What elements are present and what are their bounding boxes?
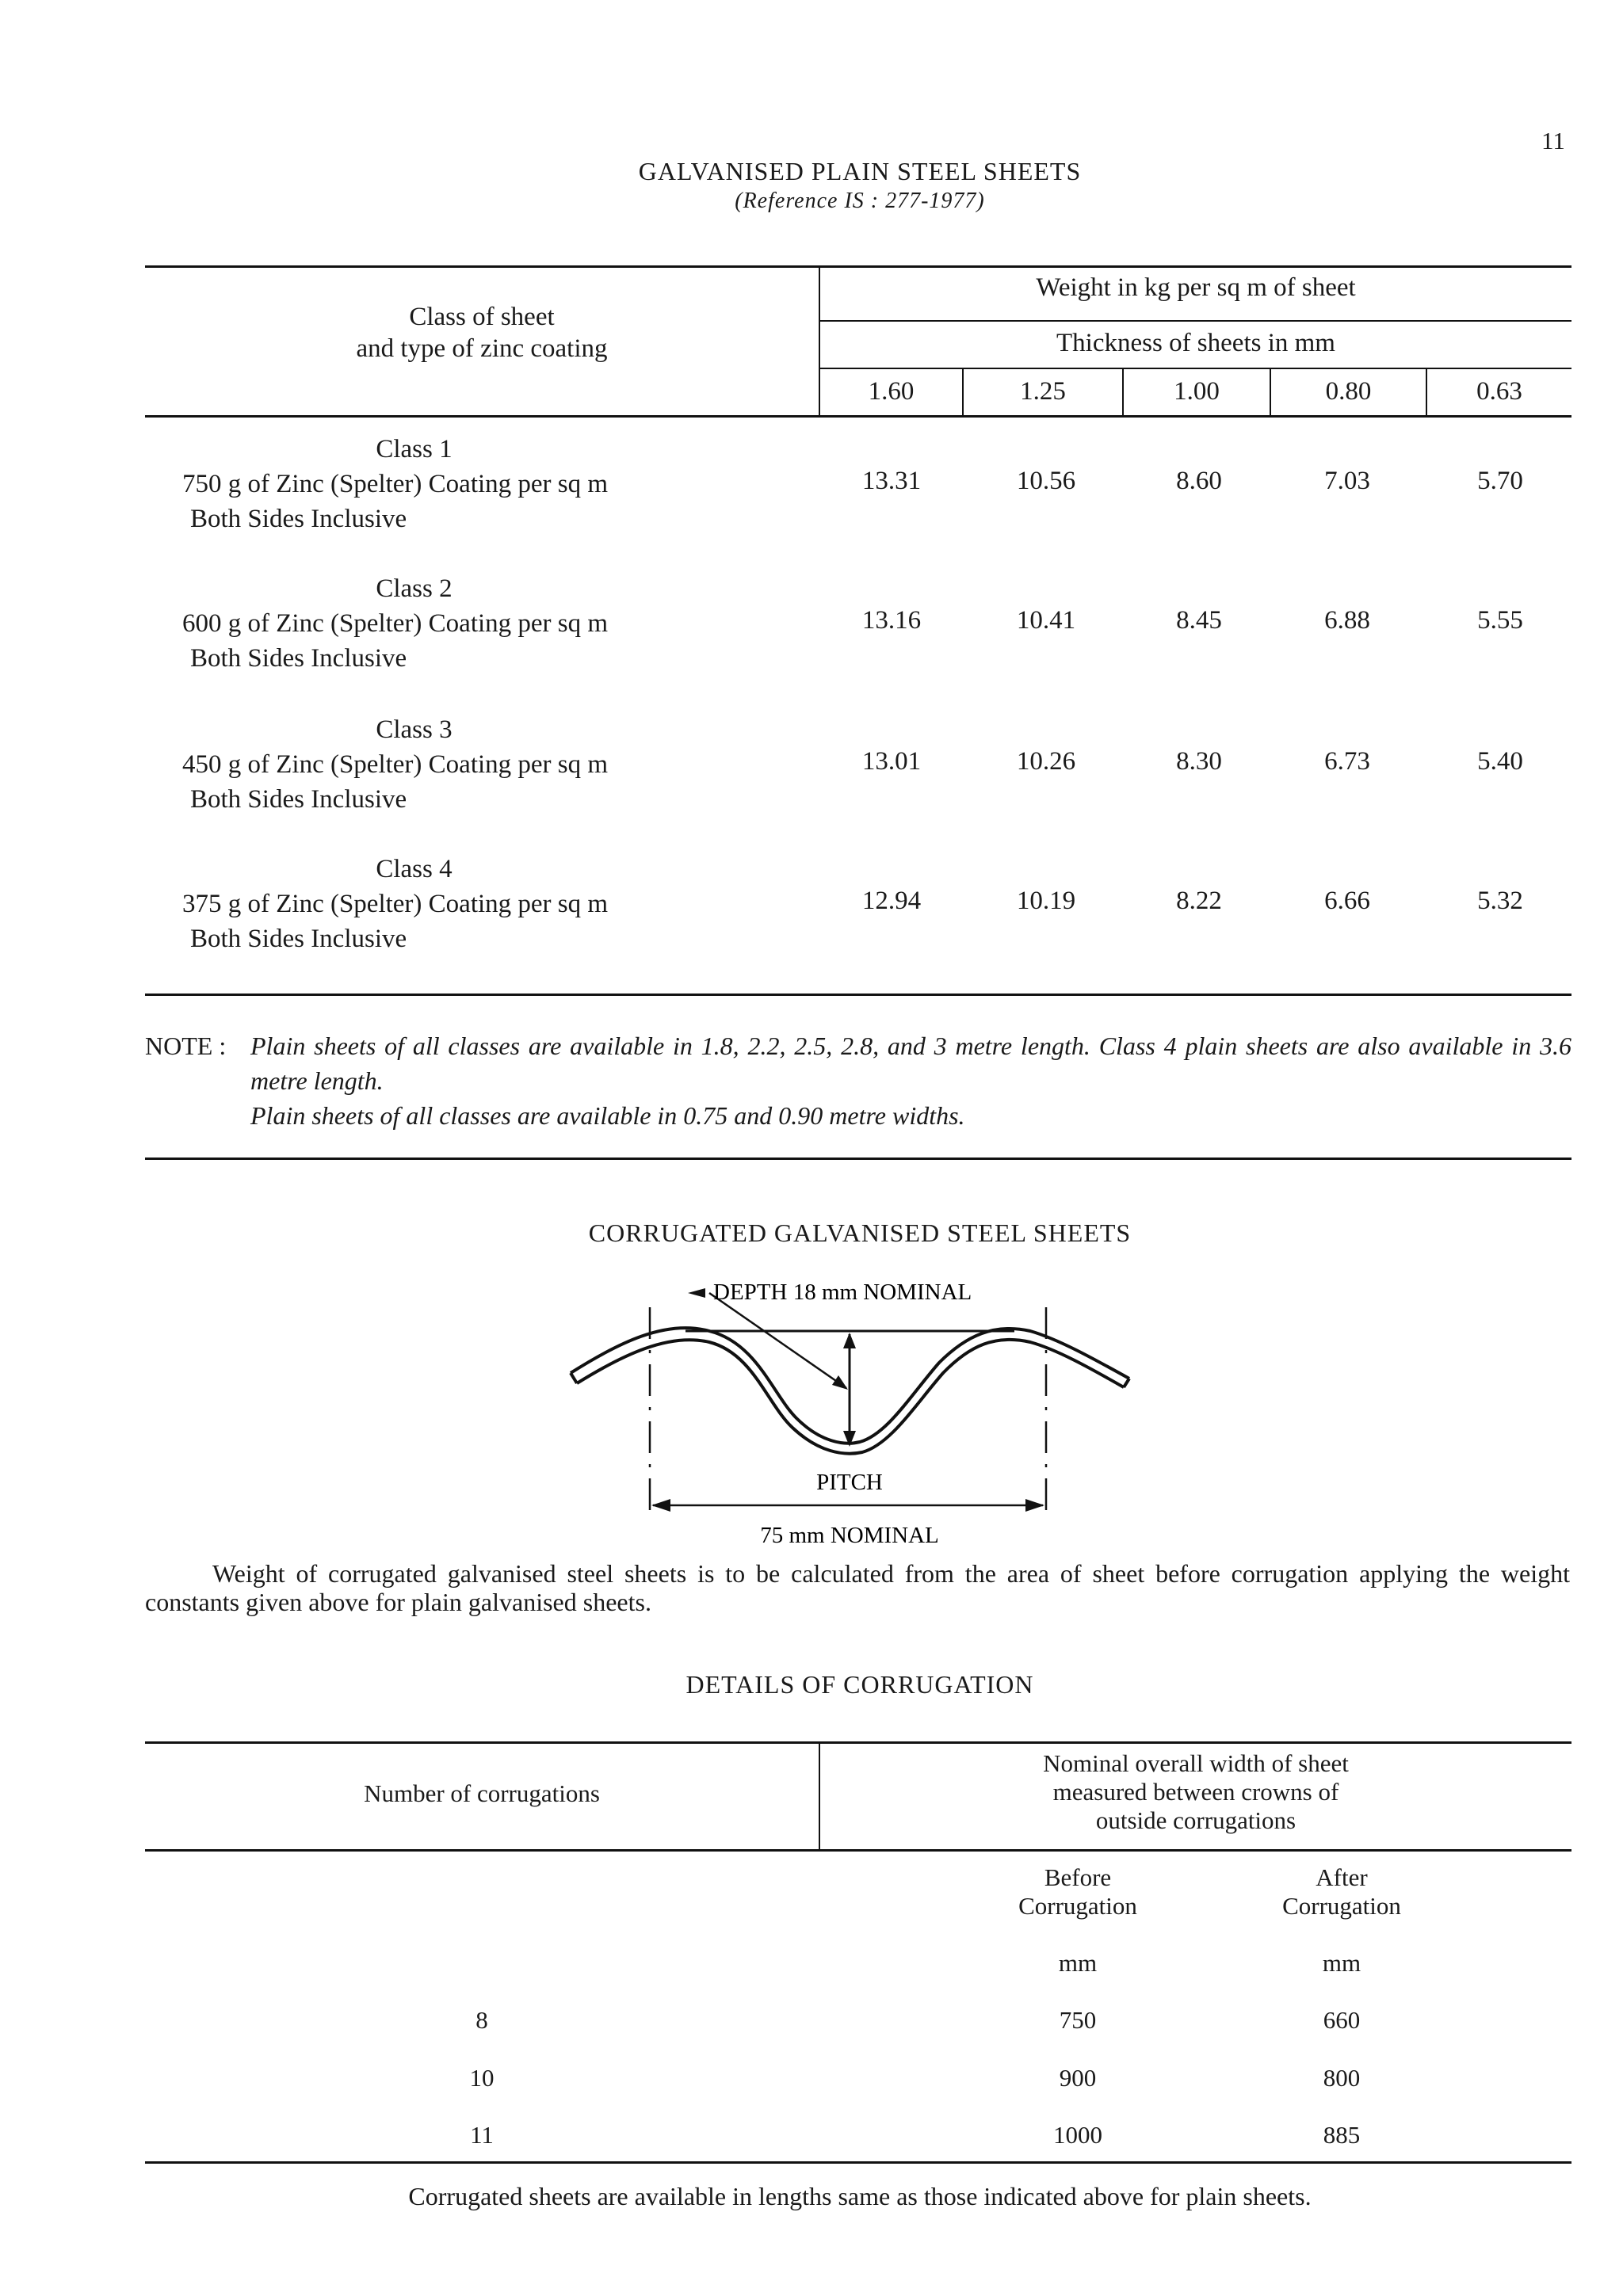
note-line-1: Plain sheets of all classes are available in 1.8, 2.2, 2.5, 2.8, and 3 metre length. Class 4 plain sheets are also available in 3.6 metre length.: [250, 1032, 1571, 1095]
row-class-3-value-2: 10.26: [1016, 747, 1076, 776]
before-unit: mm: [1058, 1949, 1098, 1977]
row-class-4-value-1: 12.94: [861, 887, 922, 915]
note-label: NOTE :: [145, 1032, 227, 1060]
thickness-1: 1.60: [868, 377, 915, 406]
plain-sheets-reference: (Reference IS : 277-1977): [735, 189, 985, 213]
thickness-heading: Thickness of sheets in mm: [1056, 329, 1335, 357]
thickness-heading-rule: [819, 368, 1571, 369]
row-class-3-note: Both Sides Inclusive: [190, 785, 407, 814]
nominal-width-header-line3: outside corrugations: [1095, 1806, 1296, 1834]
nominal-width-header-line1: Nominal overall width of sheet: [1043, 1749, 1349, 1777]
after-unit: mm: [1322, 1949, 1361, 1977]
row-class-3-value-3: 8.30: [1176, 747, 1222, 776]
details-row-2-count: 10: [469, 2064, 495, 2092]
number-of-corrugations-header: Number of corrugations: [364, 1779, 600, 1807]
row-class-3-name: Class 3: [376, 715, 453, 744]
plain-sheets-title: GALVANISED PLAIN STEEL SHEETS: [638, 157, 1082, 185]
before-corrugation-line2: Corrugation: [1018, 1892, 1137, 1920]
after-corrugation-line1: After: [1316, 1863, 1368, 1891]
note-line-2: Plain sheets of all classes are available in 0.75 and 0.90 metre widths.: [250, 1101, 965, 1130]
details-title: DETAILS OF CORRUGATION: [685, 1670, 1034, 1699]
table-top-rule: [145, 265, 1571, 268]
row-class-4-label: [182, 852, 777, 956]
row-class-4-value-2: 10.19: [1016, 887, 1076, 915]
row-class-4-value-3: 8.22: [1176, 887, 1222, 915]
after-corrugation-header: [1183, 1863, 1500, 1920]
row-class-2-label: [182, 571, 777, 676]
nominal-width-header: [820, 1749, 1571, 1835]
depth-label: DEPTH 18 mm NOMINAL: [713, 1280, 972, 1305]
row-class-1-note: Both Sides Inclusive: [190, 505, 407, 533]
left-end-cap: [571, 1373, 577, 1383]
row-class-3-value-1: 13.01: [861, 747, 922, 776]
page-number: 11: [1541, 127, 1565, 154]
row-class-2-value-4: 6.88: [1324, 606, 1370, 635]
weight-heading-rule: [819, 320, 1571, 322]
pitch-value-label: 75 mm NOMINAL: [760, 1523, 939, 1548]
row-class-1-value-5: 5.70: [1477, 467, 1523, 495]
row-class-2-coating: 600 g of Zinc (Spelter) Coating per sq m: [182, 609, 609, 638]
thickness-2: 1.25: [1020, 377, 1066, 406]
details-top-rule: [145, 1741, 1571, 1744]
note-bottom-rule: [145, 1158, 1571, 1160]
details-footer-note: Corrugated sheets are available in lengths same as those indicated above for plain sheets.: [408, 2182, 1312, 2210]
row-class-4-coating: 375 g of Zinc (Spelter) Coating per sq m: [182, 890, 609, 918]
pitch-label: PITCH: [816, 1470, 883, 1495]
class-column-header-line1: Class of sheet: [409, 303, 555, 331]
row-class-2-note: Both Sides Inclusive: [190, 644, 407, 673]
nominal-width-header-line2: measured between crowns of: [1052, 1778, 1339, 1806]
row-class-2-name: Class 2: [376, 574, 453, 603]
plain-sheets-note: [145, 1028, 1571, 1133]
depth-arrow-top: [843, 1333, 856, 1348]
row-class-1-value-4: 7.03: [1324, 467, 1370, 495]
pitch-arrow-left: [651, 1499, 670, 1512]
details-row-1-after: 660: [1323, 2006, 1361, 2034]
row-class-4-value-5: 5.32: [1477, 887, 1523, 915]
row-class-1-coating: 750 g of Zinc (Spelter) Coating per sq m: [182, 470, 609, 498]
class-column-header: [145, 301, 819, 364]
right-end-cap: [1124, 1379, 1129, 1387]
row-class-4-name: Class 4: [376, 855, 453, 883]
row-class-3-coating: 450 g of Zinc (Spelter) Coating per sq m: [182, 750, 609, 779]
details-row-3-after: 885: [1323, 2121, 1361, 2149]
row-class-2-value-3: 8.45: [1176, 606, 1222, 635]
details-row-2-after: 800: [1323, 2064, 1361, 2092]
details-header-bottom-rule: [145, 1849, 1571, 1852]
row-class-2-value-1: 13.16: [861, 606, 922, 635]
row-class-1-value-3: 8.60: [1176, 467, 1222, 495]
corrugated-sheets-title: CORRUGATED GALVANISED STEEL SHEETS: [588, 1219, 1132, 1247]
row-class-4-note: Both Sides Inclusive: [190, 925, 407, 953]
depth-leader-arrow: [832, 1375, 848, 1390]
table-header-bottom-rule: [145, 415, 1571, 418]
row-class-1-value-2: 10.56: [1016, 467, 1076, 495]
depth-label-arrow: [688, 1288, 705, 1298]
row-class-2-value-2: 10.41: [1016, 606, 1076, 635]
weight-heading: Weight in kg per sq m of sheet: [1036, 273, 1356, 302]
details-row-3-before: 1000: [1053, 2121, 1102, 2149]
corrugated-weight-paragraph: Weight of corrugated galvanised steel sheets is to be calculated from the area of sheet before corrugation applying the weight constants given above for plain galvanised sheets.: [145, 1559, 1570, 1616]
pitch-arrow-right: [1025, 1499, 1044, 1512]
row-class-3-value-5: 5.40: [1477, 747, 1523, 776]
thickness-3: 1.00: [1174, 377, 1220, 406]
details-row-2-before: 900: [1059, 2064, 1097, 2092]
after-corrugation-line2: Corrugation: [1282, 1892, 1401, 1920]
row-class-2-value-5: 5.55: [1477, 606, 1523, 635]
corrugation-diagram: [555, 1260, 1157, 1553]
details-bottom-rule: [145, 2161, 1571, 2164]
table-bottom-rule: [145, 994, 1571, 996]
row-class-4-value-4: 6.66: [1324, 887, 1370, 915]
row-class-1-value-1: 13.31: [861, 467, 922, 495]
before-corrugation-line1: Before: [1044, 1863, 1112, 1891]
row-class-1-label: [182, 432, 777, 536]
details-row-1-before: 750: [1059, 2006, 1097, 2034]
class-column-header-line2: and type of zinc coating: [356, 334, 608, 363]
row-class-3-label: [182, 712, 777, 817]
details-row-3-count: 11: [470, 2121, 494, 2149]
row-class-3-value-4: 6.73: [1324, 747, 1370, 776]
thickness-4: 0.80: [1325, 377, 1372, 406]
details-row-1-count: 8: [475, 2006, 488, 2034]
row-class-1-name: Class 1: [376, 435, 453, 463]
thickness-5: 0.63: [1476, 377, 1522, 406]
